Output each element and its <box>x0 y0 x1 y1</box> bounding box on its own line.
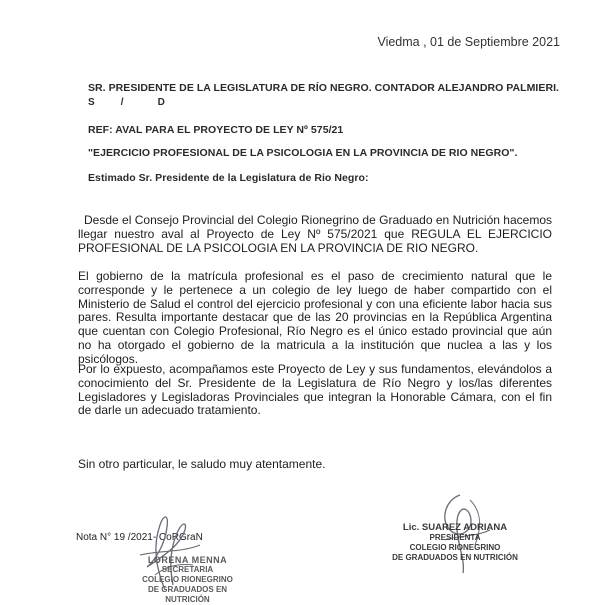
subject-title: "EJERCICIO PROFESIONAL DE LA PSICOLOGIA EN LA PROVINCIA DE RIO NEGRO". <box>88 147 518 159</box>
stamp-right-org1: COLEGIO RIONEGRINO <box>409 543 501 552</box>
stamp-presidenta <box>390 523 520 563</box>
greeting: Estimado Sr. Presidente de la Legislatura de Rio Negro: <box>88 172 369 184</box>
closing-line: Sin otro particular, le saludo muy atentamente. <box>78 457 326 471</box>
paragraph-1: Desde el Consejo Provincial del Colegio Rionegrino de Graduado en Nutrición hacemos llegar nuestro aval al Proyecto de Ley Nº 575/2021 que REGULA EL EJERCICIO PROFESIONAL DE LA PSICOLOGIA EN LA PROVINCIA DE RIO NEGRO. <box>78 213 552 255</box>
note-number: Nota N° 19 /2021- CoRGraN <box>76 532 203 543</box>
reference-line: REF: AVAL PARA EL PROYECTO DE LEY Nº 575/21 <box>88 124 344 136</box>
sd-d: D <box>157 97 165 108</box>
paragraph-3: Por lo expuesto, acompañamos este Proyecto de Ley y sus fundamentos, elevándolos a conocimiento del Sr. Presidente de la Legislatura de Río Negro y los/las diferentes Legisladores y Legisladoras Provinciales que integran la Honorable Cámara, con el fin de darle un adecuado tratamiento. <box>78 362 552 418</box>
addressee-line: SR. PRESIDENTE DE LA LEGISLATURA DE RÍO NEGRO. CONTADOR ALEJANDRO PALMIERI. <box>88 82 560 94</box>
stamp-left-name: LORENA MENNA <box>147 555 228 565</box>
stamp-left-org1: COLEGIO RIONEGRINO <box>142 575 233 584</box>
stamp-right-name: Lic. SUAREZ ADRIANA <box>402 522 508 533</box>
stamp-left-org2: DE GRADUADOS EN NUTRICIÓN <box>147 585 228 604</box>
stamp-right-role: PRESIDENTA <box>429 533 481 542</box>
stamp-right-org2: DE GRADUADOS EN NUTRICIÓN <box>392 553 518 562</box>
paragraph-2: El gobierno de la matrícula profesional es el paso de crecimiento natural que le corresponde y le pertenece a un colegio de ley luego de haber compartido con el Ministerio de Salud el control del ejercicio profesional y con una eficiente labor hacia sus pares. Resulta importante destacar que de las 20 provincias en la República Argentina que cuentan con Colegio Profesional, Río Negro es el único estado provincial que aún no ha otorgado el gobierno de la matricula a la institución que nuclea a las y los psicólogos. <box>78 269 552 366</box>
stamp-secretaria <box>130 555 245 605</box>
letter-date: Viedma , 01 de Septiembre 2021 <box>377 35 560 49</box>
salutation-sd <box>88 97 165 108</box>
stamp-left-role: SECRETARIA <box>161 565 214 574</box>
sd-s: S <box>88 97 95 108</box>
sd-slash: / <box>120 97 124 108</box>
